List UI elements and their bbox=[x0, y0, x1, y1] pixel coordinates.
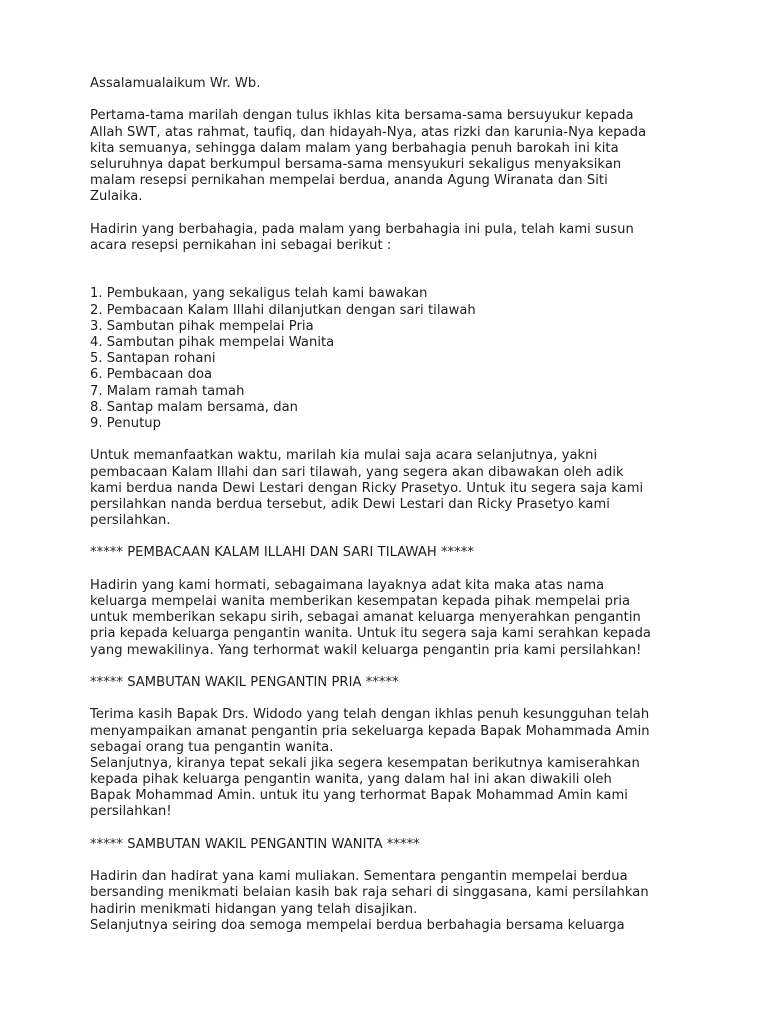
text-line: acara resepsi pernikahan ini sebagai berikut : bbox=[90, 237, 392, 253]
text-line: malam resepsi pernikahan mempelai berdua, ananda Agung Wiranata dan Siti bbox=[90, 173, 608, 189]
agenda-list bbox=[90, 286, 690, 432]
text-line: menyampaikan amanat pengantin pria sekeluarga kepada Bapak Mohammada Amin bbox=[90, 723, 650, 739]
text-line: seluruhnya dapat berkumpul bersama-sama mensyukuri sekaligus menyaksikan bbox=[90, 156, 622, 172]
text-line: persilahkan! bbox=[90, 804, 172, 820]
text-line: keluarga mempelai wanita memberikan kesempatan kepada pihak mempelai pria bbox=[90, 594, 631, 610]
text-line: Hadirin yang kami hormati, sebagaimana layaknya adat kita maka atas nama bbox=[90, 577, 605, 593]
text-line: Hadirin dan hadirat yana kami muliakan. Sementara pengantin mempelai berdua bbox=[90, 869, 628, 885]
text-line: kita semuanya, sehingga dalam malam yang berbahagia penuh barokah ini kita bbox=[90, 140, 619, 156]
text-line: persilahkan. bbox=[90, 513, 171, 529]
agenda-item: 2. Pembacaan Kalam Illahi dilanjutkan dengan sari tilawah bbox=[90, 302, 476, 318]
text-line: Pertama-tama marilah dengan tulus ikhlas kita bersama-sama bersuyukur kepada bbox=[90, 108, 634, 124]
text-line: Zulaika. bbox=[90, 189, 143, 205]
text-line: untuk memberikan sekapu sirih, sebagai amanat keluarga menyerahkan pengantin bbox=[90, 610, 641, 626]
agenda-item: 1. Pembukaan, yang sekaligus telah kami bawakan bbox=[90, 286, 428, 302]
opening-paragraph bbox=[90, 108, 690, 205]
text-line: Selanjutnya seiring doa semoga mempelai berdua berbahagia bersama keluarga bbox=[90, 917, 625, 933]
agenda-item: 6. Pembacaan doa bbox=[90, 367, 213, 383]
text-line: Terima kasih Bapak Drs. Widodo yang telah dengan ikhlas penuh kesungguhan telah bbox=[90, 707, 650, 723]
document-page bbox=[90, 76, 690, 934]
text-line: Untuk memanfaatkan waktu, marilah kia mulai saja acara selanjutnya, yakni bbox=[90, 448, 598, 464]
text-line: hadirin menikmati hidangan yang telah disajikan. bbox=[90, 901, 418, 917]
bride-intro bbox=[90, 707, 690, 820]
greeting: Assalamualaikum Wr. Wb. bbox=[90, 76, 261, 91]
tilawah-intro bbox=[90, 448, 690, 529]
text-line: Allah SWT, atas rahmat, taufiq, dan hidayah-Nya, atas rizki dan karunia-Nya kepada bbox=[90, 124, 647, 140]
text-line: yang mewakilinya. Yang terhormat wakil keluarga pengantin pria kami persilahkan! bbox=[90, 642, 642, 658]
agenda-item: 7. Malam ramah tamah bbox=[90, 383, 245, 399]
text-line: Bapak Mohammad Amin. untuk itu yang terhormat Bapak Mohammad Amin kami bbox=[90, 788, 628, 804]
agenda-item: 3. Sambutan pihak mempelai Pria bbox=[90, 318, 314, 334]
text-line: pembacaan Kalam Illahi dan sari tilawah, yang segera akan dibawakan oleh adik bbox=[90, 464, 624, 480]
agenda-item: 8. Santap malam bersama, dan bbox=[90, 399, 299, 415]
agenda-intro bbox=[90, 222, 690, 254]
section-heading-bride: ***** SAMBUTAN WAKIL PENGANTIN WANITA ***** bbox=[90, 836, 420, 852]
text-line: pria kepada keluarga pengantin wanita. Untuk itu segera saja kami serahkan kepada bbox=[90, 626, 652, 642]
closing-paragraph bbox=[90, 869, 690, 934]
text-line: kepada pihak keluarga pengantin wanita, yang dalam hal ini akan diwakili oleh bbox=[90, 772, 612, 788]
text-line: sebagai orang tua pengantin wanita. bbox=[90, 739, 334, 755]
text-line: Hadirin yang berbahagia, pada malam yang berbahagia ini pula, telah kami susun bbox=[90, 221, 634, 237]
agenda-item: 9. Penutup bbox=[90, 415, 161, 431]
section-heading-tilawah: ***** PEMBACAAN KALAM ILLAHI DAN SARI TILAWAH ***** bbox=[90, 545, 474, 561]
agenda-item: 5. Santapan rohani bbox=[90, 351, 216, 367]
groom-intro bbox=[90, 578, 690, 659]
section-heading-groom: ***** SAMBUTAN WAKIL PENGANTIN PRIA ***** bbox=[90, 674, 399, 690]
agenda-item: 4. Sambutan pihak mempelai Wanita bbox=[90, 335, 335, 351]
text-line: Selanjutnya, kiranya tepat sekali jika segera kesempatan berikutnya kamiserahkan bbox=[90, 755, 640, 771]
text-line: persilahkan nanda berdua tersebut, adik Dewi Lestari dan Ricky Prasetyo kami bbox=[90, 496, 610, 512]
text-line: kami berdua nanda Dewi Lestari dengan Ricky Prasetyo. Untuk itu segera saja kami bbox=[90, 480, 644, 496]
text-line: bersanding menikmati belaian kasih bak raja sehari di singgasana, kami persilahkan bbox=[90, 885, 649, 901]
